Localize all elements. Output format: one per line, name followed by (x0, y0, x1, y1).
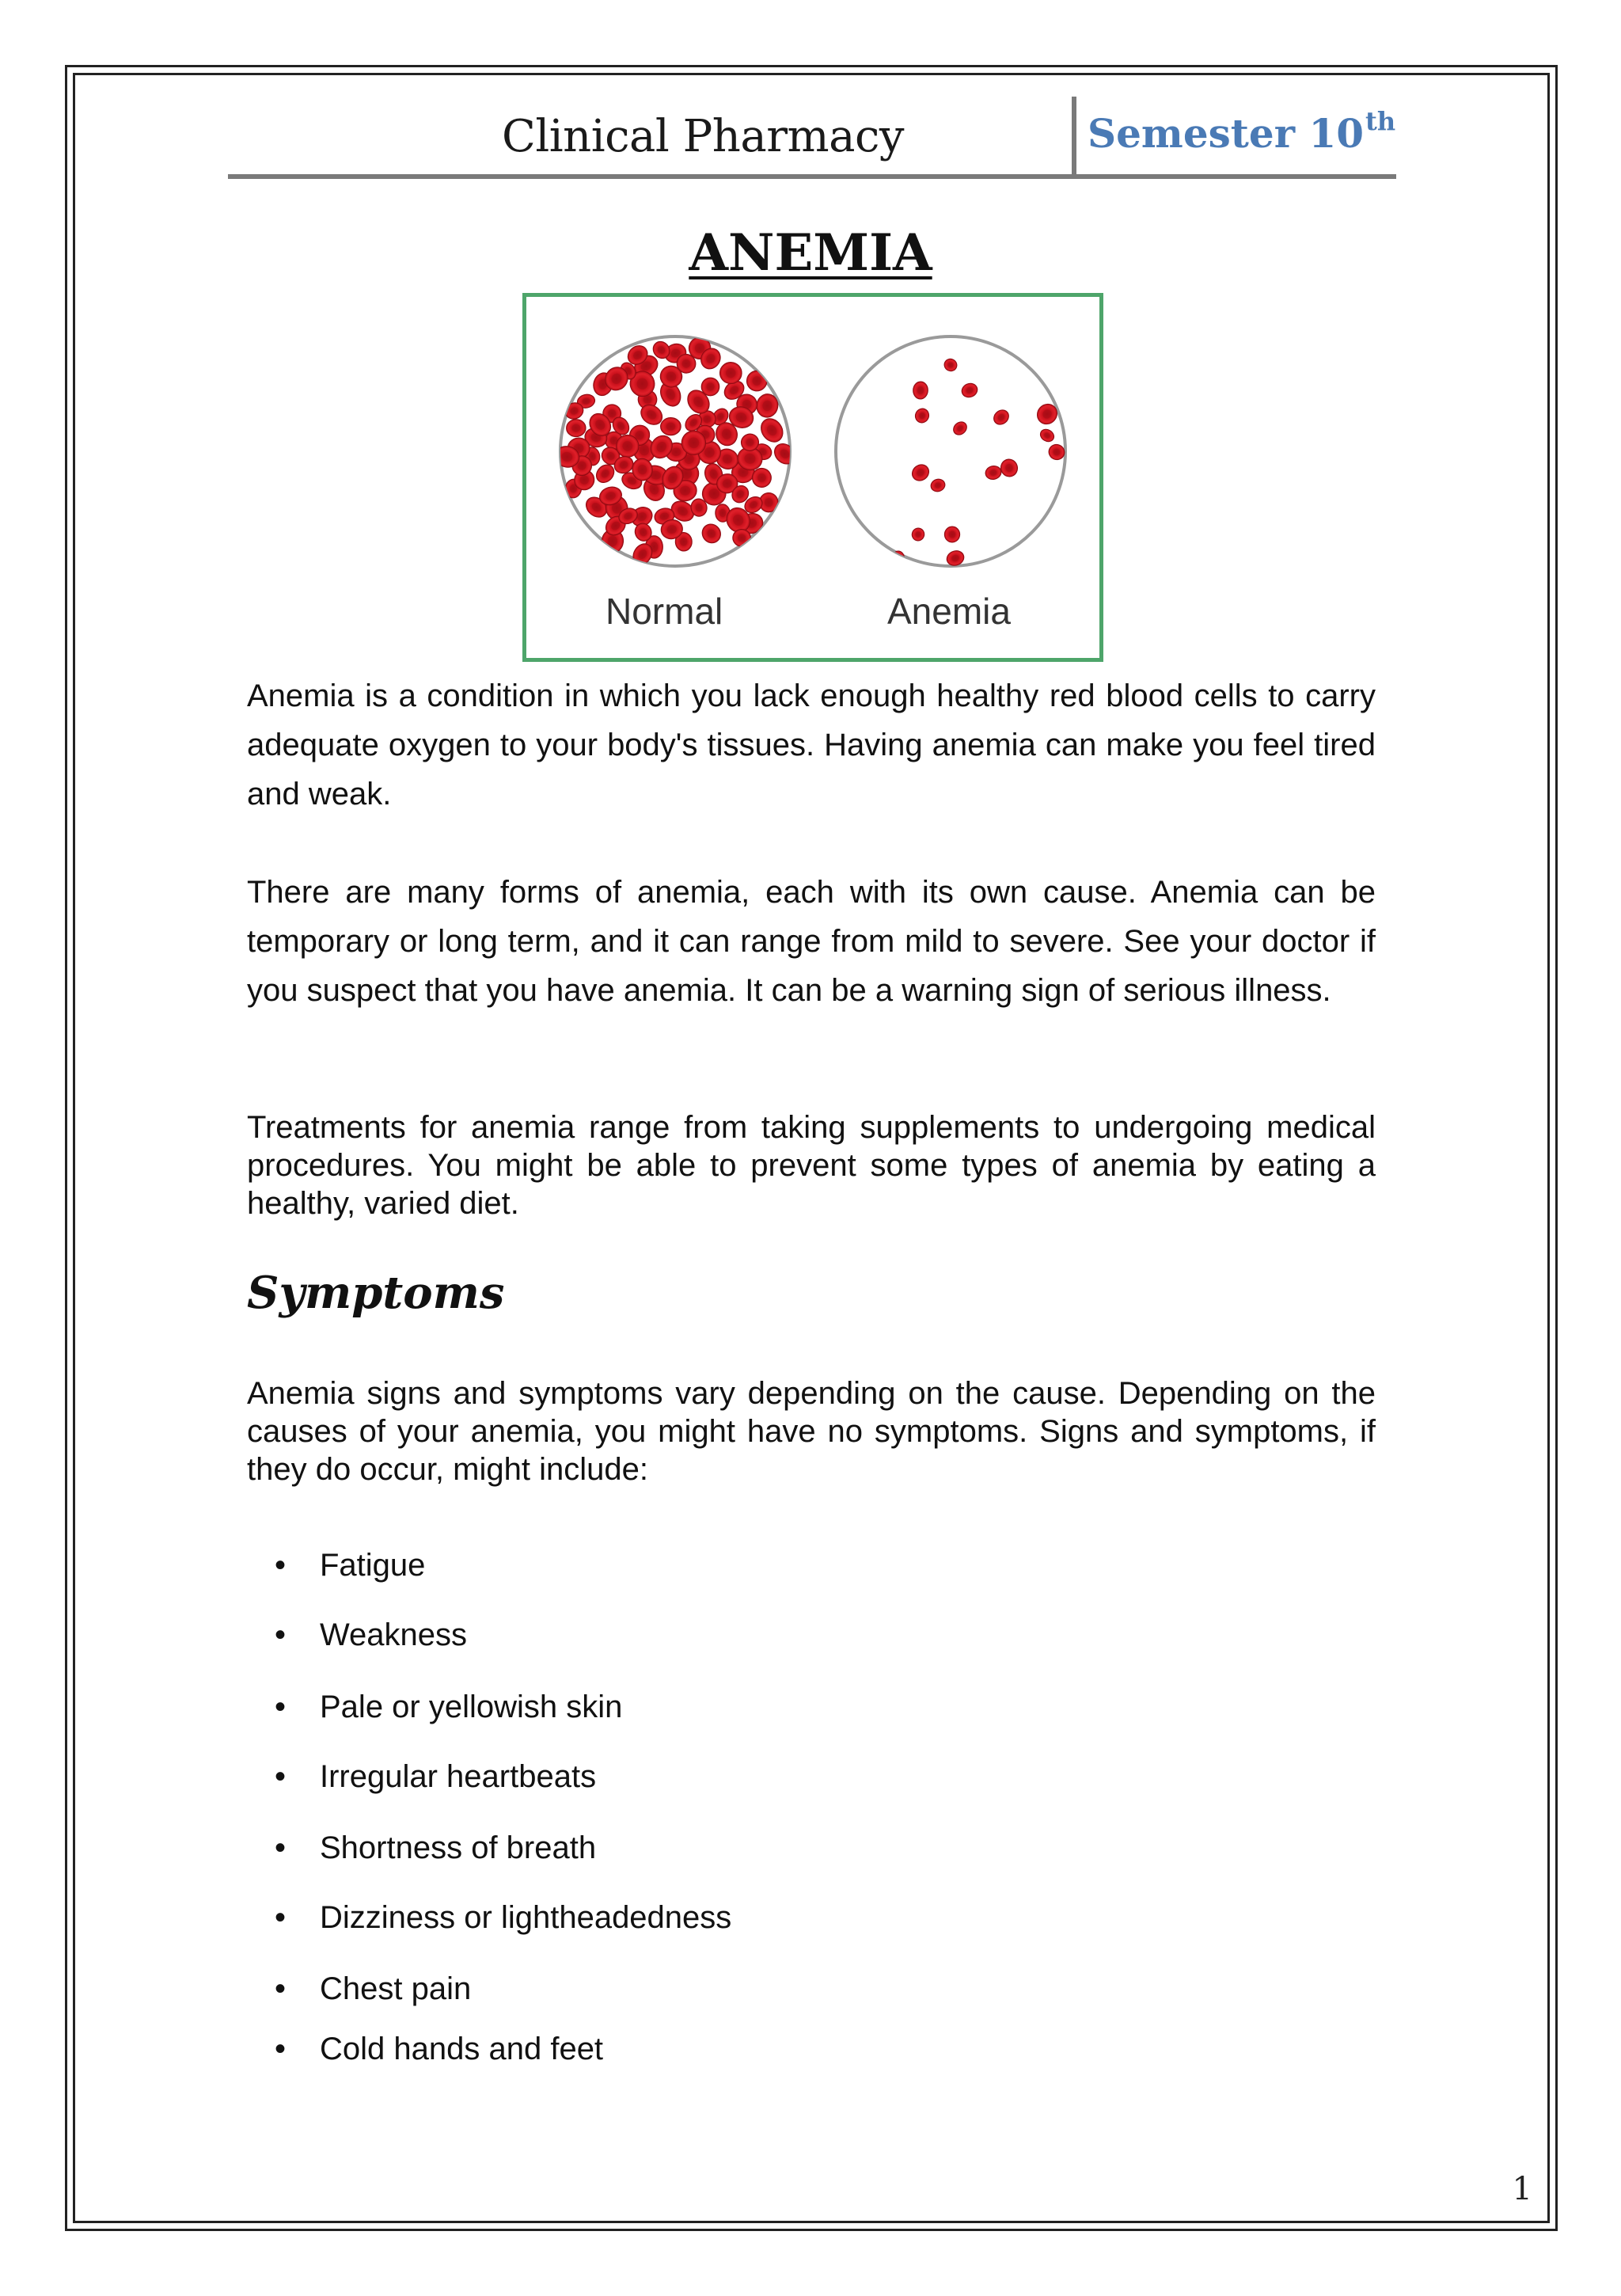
symptoms-heading: Symptoms (247, 1267, 505, 1319)
bullet-icon: • (274, 1900, 286, 1935)
paragraph-definition: Anemia is a condition in which you lack enough healthy red blood cells to carry adequate oxygen to your body's tissues. Having anemia can make you feel tired and weak. (247, 679, 1376, 812)
bullet-icon: • (274, 1830, 286, 1865)
page-title: ANEMIA (689, 223, 932, 283)
red-blood-cell (944, 526, 959, 542)
red-blood-cell (1052, 504, 1077, 530)
symptom-text: Fatigue (320, 1548, 426, 1583)
bullet-icon: • (274, 1617, 286, 1652)
blood-cell-figure (522, 293, 1103, 662)
header-semester-text: Semester 10 (1088, 110, 1365, 157)
symptom-text: Shortness of breath (320, 1830, 597, 1865)
figure-label-normal: Normal (606, 591, 723, 632)
symptom-text: Weakness (320, 1617, 468, 1652)
bullet-icon: • (274, 1548, 286, 1583)
bullet-icon: • (274, 2032, 286, 2066)
paragraph-treatments: Treatments for anemia range from taking supplements to undergoing medical procedures. You might be able to prevent some types of anemia by eating a healthy, varied diet. (247, 1110, 1376, 1221)
symptom-text: Irregular heartbeats (320, 1759, 597, 1794)
paragraph-forms: There are many forms of anemia, each with its own cause. Anemia can be temporary or long term, and it can range from mild to severe. See your doctor if you suspect that you have anemia. It can be a warning sign of serious illness. (247, 875, 1376, 1008)
header-semester-suffix: th (1365, 106, 1396, 136)
bullet-icon: • (274, 1759, 286, 1794)
symptom-text: Cold hands and feet (320, 2032, 604, 2066)
bullet-icon: • (274, 1971, 286, 2006)
page-number: 1 (1512, 2171, 1532, 2207)
bullet-icon: • (274, 1690, 286, 1724)
red-blood-cell (660, 417, 681, 435)
symptom-text: Chest pain (320, 1971, 472, 2006)
page-header (228, 93, 1396, 181)
normal-blood-cells (553, 334, 799, 568)
header-rule (228, 174, 1396, 179)
red-blood-cell (566, 419, 586, 437)
symptom-text: Dizziness or lightheadedness (320, 1900, 732, 1935)
header-semester (1088, 106, 1395, 157)
header-course-title: Clinical Pharmacy (502, 111, 904, 162)
figure-label-anemia: Anemia (887, 591, 1011, 632)
red-blood-cell (892, 551, 905, 566)
symptoms-intro: Anemia signs and symptoms vary depending on the cause. Depending on the causes of your anemia, you might have no symptoms. Signs and symptoms, if they do occur, might include: (247, 1376, 1376, 1487)
symptom-text: Pale or yellowish skin (320, 1690, 623, 1724)
red-blood-cell (913, 382, 928, 400)
header-divider (1072, 97, 1076, 177)
